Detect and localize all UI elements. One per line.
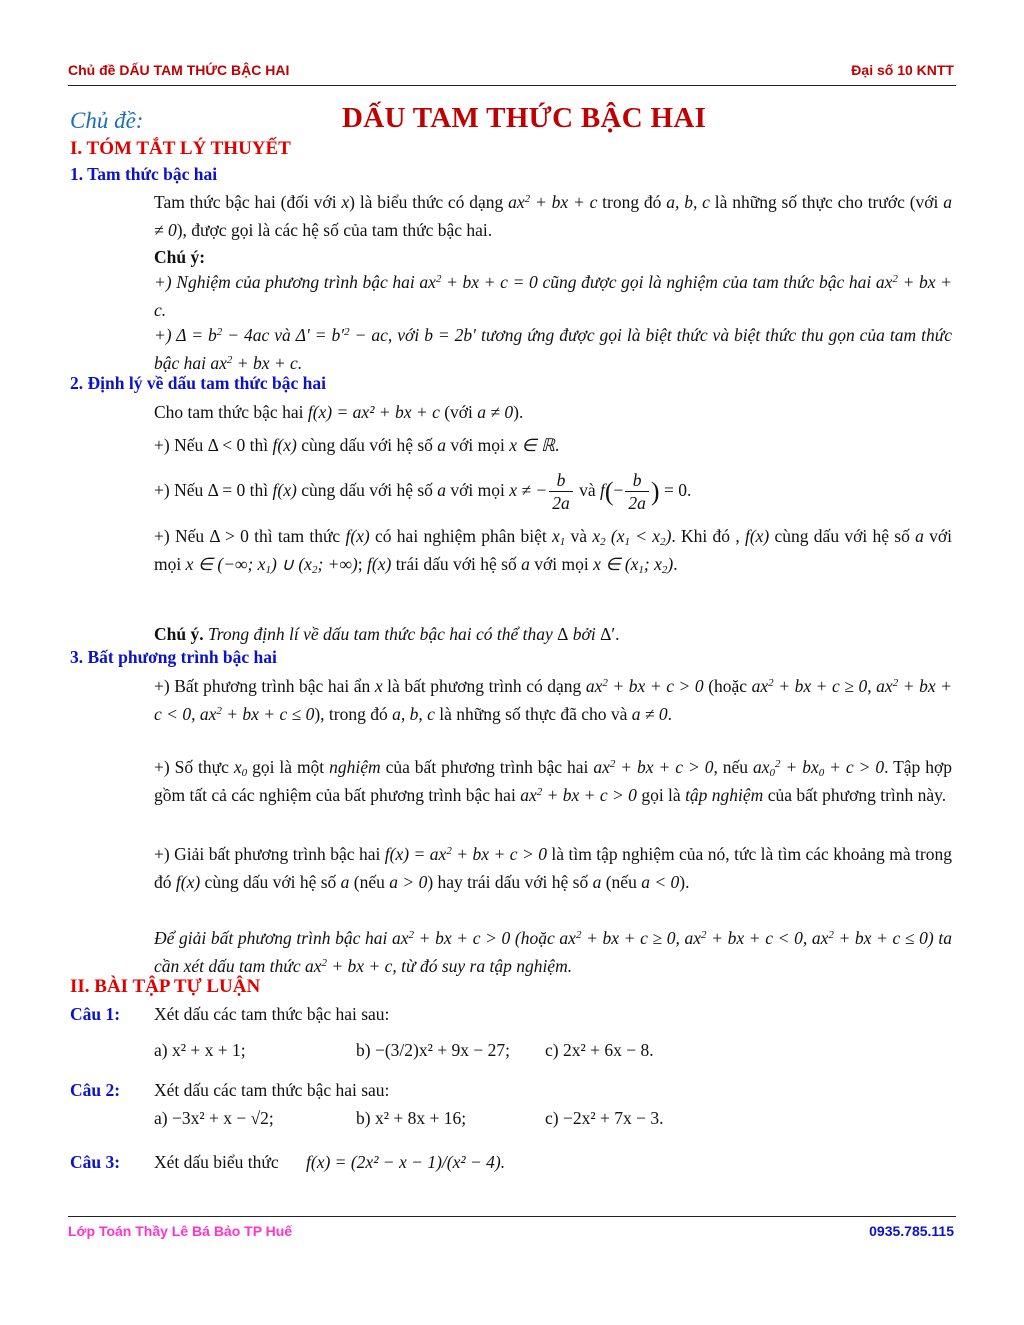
fraction-b-over-2a: $\frac{b}{2a}$ — [625, 469, 649, 514]
theorem-case-positive: +) Nếu Δ > 0 thì tam thức f(x) có hai nghiệm phân biệt $x_1$ và $x_2$ $(x_1 < x_2)$. Khi đó , f(x) cùng dấu với hệ số a với mọi x ∈ (−∞; $x_1$) ∪ ($x_2$; +∞); f(x) trái dấu với hệ số a với mọi x ∈ ($x_1$; $x_2$). — [154, 526, 952, 576]
question-1-option-b: b) −(3/2)x² + 9x − 27; — [356, 1040, 510, 1060]
definition-paragraph: Tam thức bậc hai (đối với x) là biểu thức có dạng $ax^2$ + bx + c trong đó a, b, c là những số thực cho trước (với a ≠ 0), được gọi là các hệ số của tam thức bậc hai. — [154, 192, 952, 240]
theorem-intro: Cho tam thức bậc hai f(x) = ax² + bx + c (với a ≠ 0). — [154, 402, 524, 422]
inequality-method: Để giải bất phương trình bậc hai $ax^2$ + bx + c > 0 (hoặc $ax^2$ + bx + c ≥ 0, $ax^2$ + bx + c < 0, $ax^2$ + bx + c ≤ 0) ta cần xét dấu tam thức $ax^2$ + bx + c, từ đó suy ra tập nghiệm. — [154, 928, 952, 976]
header-divider — [68, 85, 956, 86]
section-heading-theory: I. TÓM TẮT LÝ THUYẾT — [70, 138, 291, 159]
topic-label: Chủ đề: — [70, 108, 144, 133]
question-text: Xét dấu các tam thức bậc hai sau: — [154, 1080, 390, 1100]
footer-phone: 0935.785.115 — [869, 1223, 954, 1239]
page-title: DẤU TAM THỨC BẬC HAI — [342, 102, 707, 134]
header-subject: Đại số 10 KNTT — [851, 62, 954, 78]
page-header — [68, 60, 954, 80]
question-label: Câu 2: — [70, 1080, 121, 1100]
question-2-option-b: b) x² + 8x + 16; — [356, 1108, 467, 1128]
note-discriminant: +) $\Delta = b^2 - 4ac$ và $\Delta' = b'^2$ − ac, với b = 2b′ tương ứng được gọi là biệt thức và biệt thức thu gọn của tam thức bậc hai $ax^2$ + bx + c. — [154, 325, 953, 373]
theorem-case-zero: +) Nếu Δ = 0 thì f(x) cùng dấu với hệ số a với mọi x ≠ − $\frac{b}{2a}$ và f(− $\frac{b}{2a}$ ) = 0. — [154, 470, 692, 514]
question-3-expression: f(x) = (2x² − x − 1)/(x² − 4). — [306, 1152, 506, 1172]
inequality-solving: +) Giải bất phương trình bậc hai $f(x) = ax^2$ + bx + c > 0 là tìm tập nghiệm của nó, tức là tìm các khoảng mà trong đó f(x) cùng dấu với hệ số a (nếu a > 0) hay trái dấu với hệ số a (nếu a < 0). — [154, 844, 952, 892]
question-label: Câu 1: — [70, 1004, 121, 1024]
subsection-heading-3: 3. Bất phương trình bậc hai — [70, 647, 277, 667]
section-heading-exercises: II. BÀI TẬP TỰ LUẬN — [70, 976, 261, 997]
note-roots: +) Nghiệm của phương trình bậc hai $ax^2$ + bx + c = 0 cũng được gọi là nghiệm của tam thức bậc hai $ax^2$ + bx + c. — [154, 272, 952, 320]
question-1-option-a: a) x² + x + 1; — [154, 1040, 246, 1060]
question-text: Xét dấu các tam thức bậc hai sau: — [154, 1004, 390, 1024]
subsection-heading-1: 1. Tam thức bậc hai — [70, 164, 218, 184]
question-1-option-c: c) 2x² + 6x − 8. — [545, 1040, 654, 1060]
footer-author: Lớp Toán Thầy Lê Bá Bảo TP Huế — [68, 1223, 293, 1239]
subsection-heading-2: 2. Định lý về dấu tam thức bậc hai — [70, 373, 327, 393]
title-row — [70, 102, 950, 136]
fraction-b-over-2a: $\frac{b}{2a}$ — [549, 469, 573, 514]
theorem-case-negative: +) Nếu Δ < 0 thì f(x) cùng dấu với hệ số a với mọi x ∈ ℝ. — [154, 435, 560, 455]
footer-divider — [68, 1216, 956, 1217]
question-label: Câu 3: — [70, 1152, 121, 1172]
note-label-1: Chú ý: — [154, 247, 206, 267]
page-footer — [68, 1223, 954, 1243]
theorem-note: Chú ý. Trong định lí về dấu tam thức bậc hai có thể thay Δ bởi Δ′. — [154, 624, 620, 644]
inequality-solution-def: +) Số thực $x_0$ gọi là một nghiệm của bất phương trình bậc hai $ax^2$ + bx + c > 0, nếu $ax_0^2 + bx_0 + c > 0$. Tập hợp gồm tất cả các nghiệm của bất phương trình bậc hai $ax^2$ + bx + c > 0 gọi là tập nghiệm của bất phương trình này. — [154, 757, 953, 805]
question-2-option-c: c) −2x² + 7x − 3. — [545, 1108, 664, 1128]
question-2-option-a: a) −3x² + x − √2; — [154, 1108, 274, 1128]
header-topic: Chủ đề DẤU TAM THỨC BẬC HAI — [68, 62, 290, 78]
question-text: Xét dấu biểu thức — [154, 1152, 279, 1172]
inequality-definition: +) Bất phương trình bậc hai ẩn x là bất phương trình có dạng $ax^2$ + bx + c > 0 (hoặc $ax^2$ + bx + c ≥ 0, $ax^2$ + bx + c < 0, $ax^2$ + bx + c ≤ 0), trong đó a, b, c là những số thực đã cho và a ≠ 0. — [154, 676, 952, 724]
